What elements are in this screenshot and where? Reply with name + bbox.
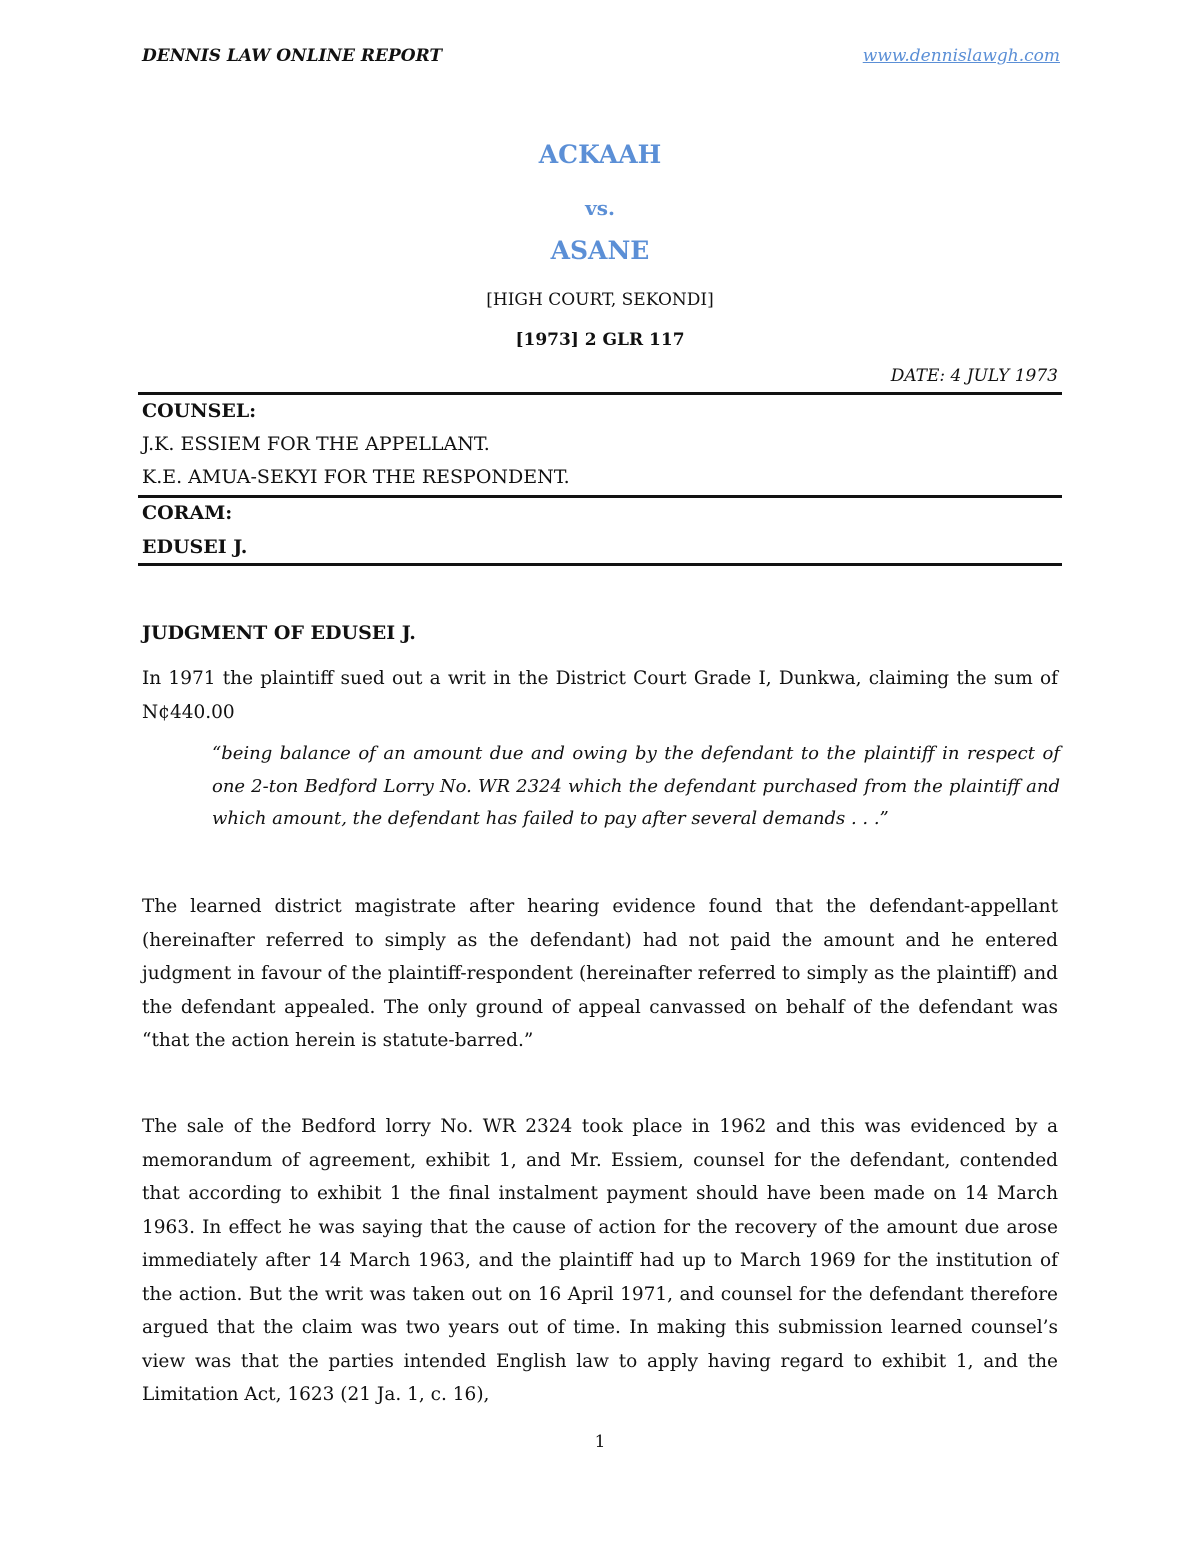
case-citation: [1973] 2 GLR 117 xyxy=(515,330,685,350)
judgment-date: DATE: 4 JULY 1973 xyxy=(890,366,1058,386)
running-header xyxy=(142,46,1060,72)
divider-middle xyxy=(138,495,1062,498)
judgment-paragraph: The learned district magistrate after hearing evidence found that the defendant-appellant (hereinafter referred to simply as the defendant) had not paid the amount and he entered judgment in favour of the plaintiff-respondent (hereinafter referred to simply as the plaintiff) and the defendant appealed. The only ground of appeal canvassed on behalf of the defendant was “that the action herein is statute-barred.” xyxy=(142,896,1058,1051)
judgment-heading: JUDGMENT OF EDUSEI J. xyxy=(142,622,416,644)
divider-bottom xyxy=(138,563,1062,566)
versus-label: vs. xyxy=(585,196,615,220)
party-two-title: ASANE xyxy=(550,236,650,265)
counsel-line: J.K. ESSIEM FOR THE APPELLANT. xyxy=(142,433,490,455)
court-name: [HIGH COURT, SEKONDI] xyxy=(486,290,714,310)
publication-name: DENNIS LAW ONLINE REPORT xyxy=(142,46,443,66)
counsel-heading: COUNSEL: xyxy=(142,400,257,422)
counsel-line: K.E. AMUA-SEKYI FOR THE RESPONDENT. xyxy=(142,466,570,488)
judgment-paragraph: In 1971 the plaintiff sued out a writ in the District Court Grade I, Dunkwa, claiming the sum of N¢440.00 xyxy=(142,668,1058,723)
claim-quote: “being balance of an amount due and owing by the defendant to the plaintiff in respect of one 2-ton Bedford Lorry No. WR 2324 which the defendant purchased from the plaintiff and which amount, the defendant has failed to pay after several demands . . .” xyxy=(212,743,1060,829)
divider-top xyxy=(138,392,1062,395)
page-number: 1 xyxy=(594,1432,606,1452)
judgment-paragraph: The sale of the Bedford lorry No. WR 2324 took place in 1962 and this was evidenced by a memorandum of agreement, exhibit 1, and Mr. Essiem, counsel for the defendant, contended that according to exhibit 1 the final instalment payment should have been made on 14 March 1963. In effect he was saying that the cause of action for the recovery of the amount due arose immediately after 14 March 1963, and the plaintiff had up to March 1969 for the institution of the action. But the writ was taken out on 16 April 1971, and counsel for the defendant therefore argued that the claim was two years out of time. In making this submission learned counsel’s view was that the parties intended English law to apply having regard to exhibit 1, and the Limitation Act, 1623 (21 Ja. 1, c. 16), xyxy=(142,1116,1058,1405)
coram-judge: EDUSEI J. xyxy=(142,536,248,558)
coram-heading: CORAM: xyxy=(142,502,233,524)
party-one-title: ACKAAH xyxy=(538,140,662,169)
website-link[interactable]: www.dennislawgh.com xyxy=(862,46,1060,66)
